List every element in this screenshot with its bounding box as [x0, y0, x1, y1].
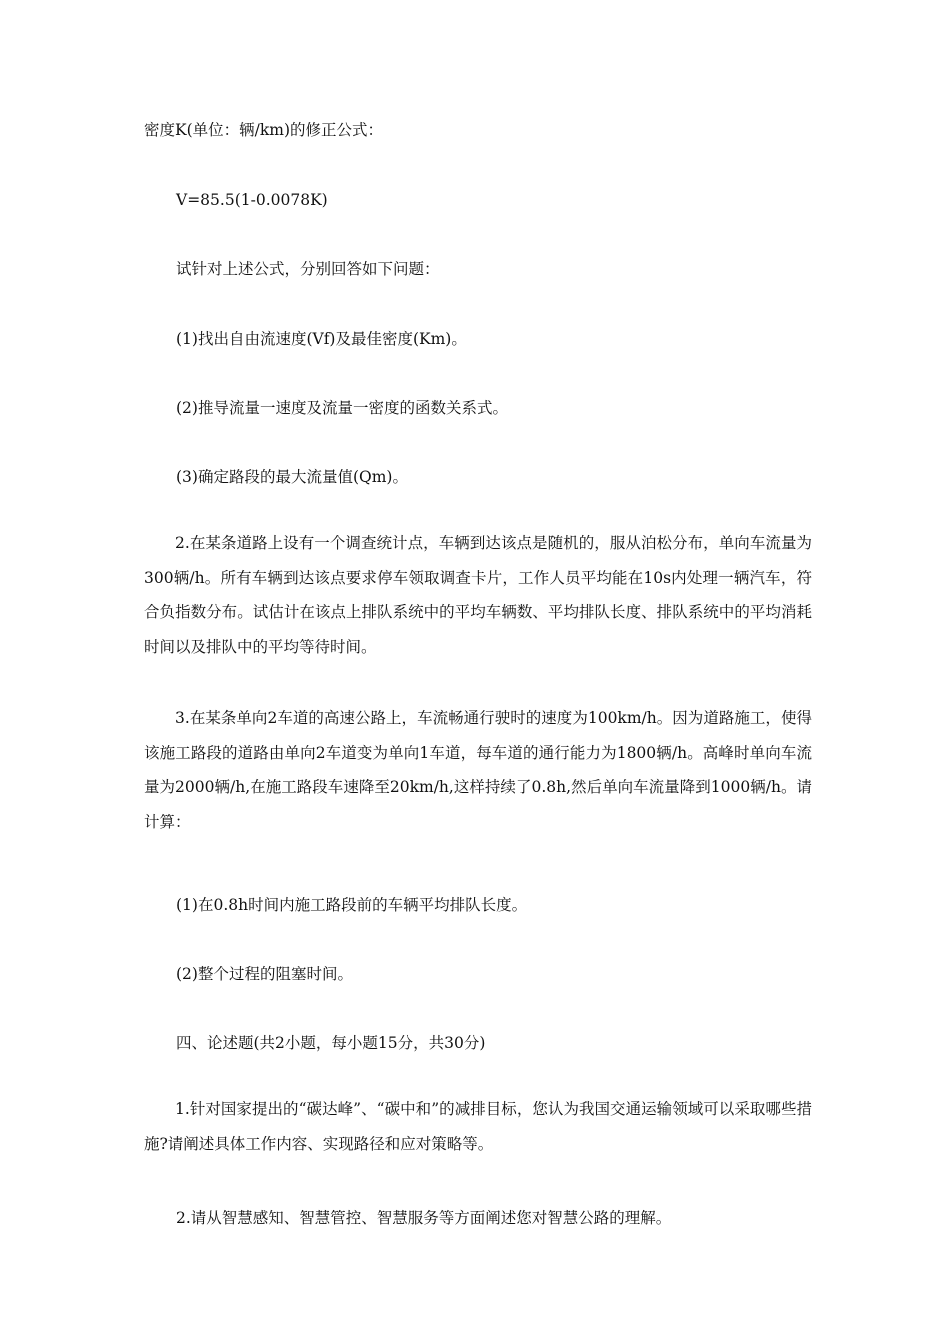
- question-3-sub-2: (2)整个过程的阻塞时间。: [176, 965, 353, 983]
- section-4-heading: 四、论述题(共2小题，每小题15分，共30分): [176, 1034, 486, 1052]
- question-2-paragraph: [144, 526, 812, 664]
- essay-2-text: 2.请从智慧感知、智慧管控、智慧服务等方面阐述您对智慧公路的理解。: [176, 1209, 672, 1227]
- question-3-paragraph: [144, 701, 812, 839]
- sub-question-2: (2)推导流量一速度及流量一密度的函数关系式。: [176, 399, 508, 417]
- question-instruction: 试针对上述公式，分别回答如下问题：: [176, 260, 440, 278]
- density-formula-intro: 密度K(单位：辆/km)的修正公式：: [144, 121, 383, 139]
- speed-density-formula: V=85.5(1-0.0078K): [176, 191, 328, 209]
- sub-question-3: (3)确定路段的最大流量值(Qm)。: [176, 468, 408, 486]
- question-3-text: 3.在某条单向2车道的高速公路上，车流畅通行驶时的速度为100km/h。因为道路施工，使得该施工路段的道路由单向2车道变为单向1车道，每车道的通行能力为1800辆/h。高峰时单向车流量为2000辆/h,在施工路段车速降至20km/h,这样持续了0.8h,然后单向车流量降到1000辆/h。请计算：: [144, 709, 812, 831]
- essay-1-paragraph: [144, 1092, 812, 1161]
- sub-question-1: (1)找出自由流速度(Vf)及最佳密度(Km)。: [176, 330, 467, 348]
- essay-1-text: 1.针对国家提出的“碳达峰”、“碳中和”的减排目标，您认为我国交通运输领域可以采取哪些措施?请阐述具体工作内容、实现路径和应对策略等。: [144, 1100, 812, 1153]
- question-3-sub-1: (1)在0.8h时间内施工路段前的车辆平均排队长度。: [176, 896, 528, 914]
- question-2-text: 2.在某条道路上设有一个调查统计点，车辆到达该点是随机的，服从泊松分布，单向车流量为300辆/h。所有车辆到达该点要求停车领取调查卡片，工作人员平均能在10s内处理一辆汽车，符合负指数分布。试估计在该点上排队系统中的平均车辆数、平均排队长度、排队系统中的平均消耗时间以及排队中的平均等待时间。: [144, 534, 812, 656]
